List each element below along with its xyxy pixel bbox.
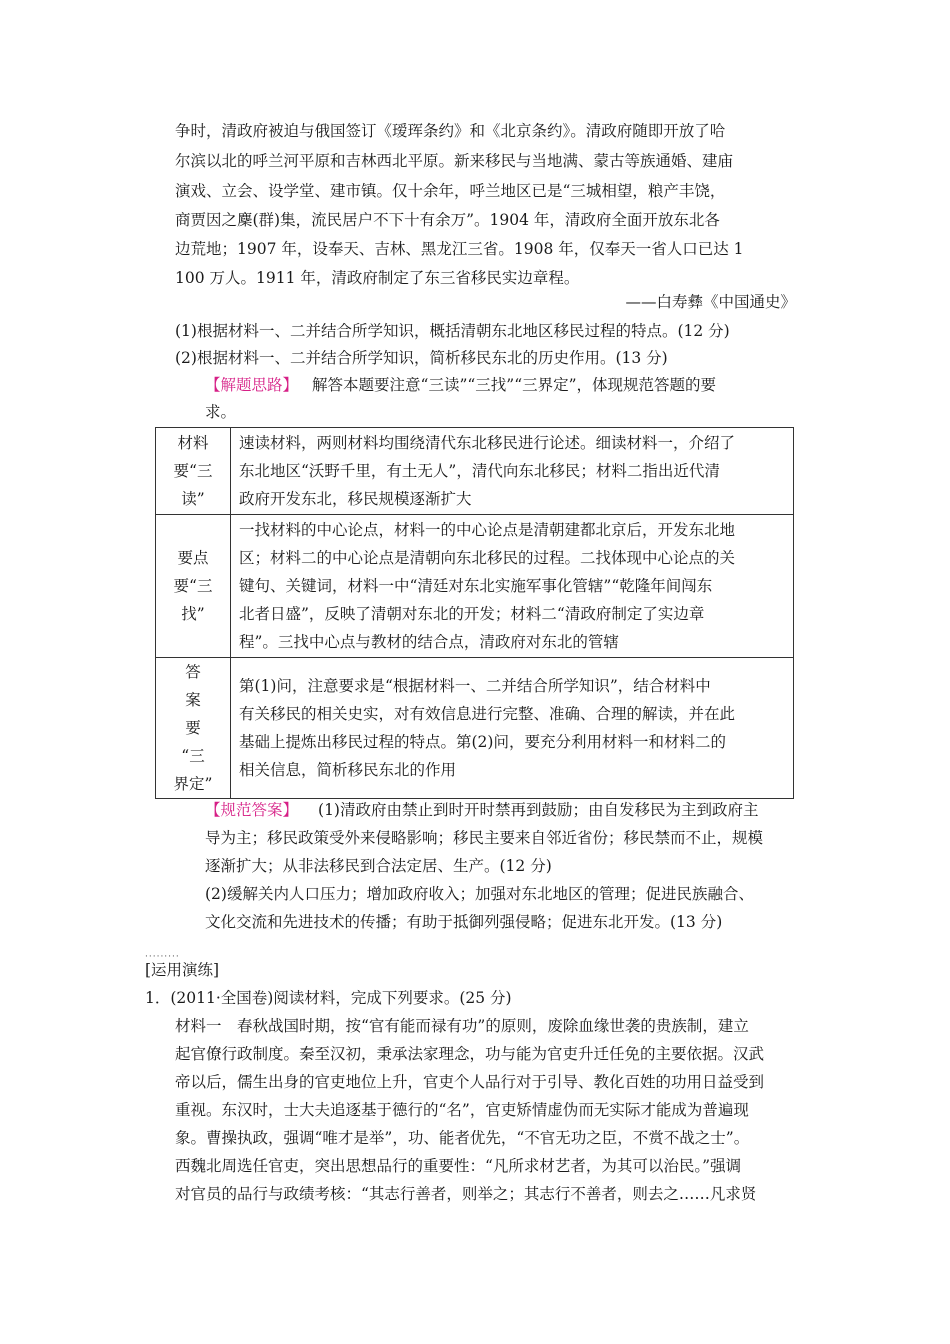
thinking-label: 【解题思路】 (205, 376, 299, 394)
intro-line: 边荒地；1907 年，设奉天、吉林、黑龙江三省。1908 年，仅奉天一省人口已达 1 (175, 240, 744, 258)
table-row (156, 515, 794, 658)
thinking-line-1 (205, 375, 716, 395)
material-line: 象。曹操执政，强调“唯才是举”，功、能者优先，“不官无功之臣，不赏不战之士”。 (175, 1129, 750, 1147)
answer-line: 逐渐扩大；从非法移民到合法定居、生产。(12 分) (205, 857, 552, 875)
source-citation: ——白寿彝《中国通史》 (625, 293, 796, 311)
table-row (156, 658, 794, 799)
practice-heading: [运用演练] (145, 961, 220, 979)
material-line: 西魏北周选任官吏，突出思想品行的重要性：“凡所求材艺者，为其可以治民。”强调 (175, 1157, 742, 1175)
question-1: (1)根据材料一、二并结合所学知识，概括清朝东北地区移民过程的特点。(12 分) (175, 322, 730, 340)
intro-line: 100 万人。1911 年，清政府制定了东三省移民实边章程。 (175, 269, 580, 287)
answer-line: (2)缓解关内人口压力；增加政府收入；加强对东北地区的管理；促进民族融合、 (205, 885, 754, 903)
intro-line: 争时，清政府被迫与俄国签订《瑷珲条约》和《北京条约》。清政府随即开放了哈 (175, 122, 726, 140)
answer-text: (1)清政府由禁止到时开时禁再到鼓励；由自发移民为主到政府主 (318, 801, 759, 819)
answer-line: 导为主；移民政策受外来侵略影响；移民主要来自邻近省份；移民禁而不止，规模 (205, 829, 764, 847)
row-label: 答 案 要 “三 界定” (156, 658, 231, 799)
row-text: 速读材料，两则材料均围绕清代东北移民进行论述。细读材料一，介绍了 东北地区“沃野千里，有土无人”，清代向东北移民；材料二指出近代清 政府开发东北，移民规模逐渐扩大 (231, 428, 794, 515)
question-2: (2)根据材料一、二并结合所学知识，简析移民东北的历史作用。(13 分) (175, 349, 668, 367)
row-text: 一找材料的中心论点，材料一的中心论点是清朝建都北京后，开发东北地 区；材料二的中心论点是清朝向东北移民的过程。二找体现中心论点的关 键句、关键词，材料一中“清廷对东北实施军事化管辖”“乾隆年间闯东 北者日盛”，反映了清朝对东北的开发；材料二“清政府制定了实边章 程”。三找中心点与教材的结合点，清政府对东北的管辖 (231, 515, 794, 658)
material-line: 材料一 春秋战国时期，按“官有能而禄有功”的原则，废除血缘世袭的贵族制，建立 (175, 1017, 749, 1035)
row-label: 材料 要“三 读” (156, 428, 231, 515)
method-table (155, 427, 794, 799)
answer-label: 【规范答案】 (205, 801, 299, 819)
thinking-line-2: 求。 (205, 403, 237, 421)
practice-question-1: 1．(2011·全国卷)阅读材料，完成下列要求。(25 分) (145, 989, 512, 1007)
intro-line: 尔滨以北的呼兰河平原和吉林西北平原。新来移民与当地满、蒙古等族通婚、建庙 (175, 152, 734, 170)
answer-line: 文化交流和先进技术的传播；有助于抵御列强侵略；促进东北开发。(13 分) (205, 913, 723, 931)
material-line: 起官僚行政制度。秦至汉初，秉承法家理念，功与能为官吏升迁任免的主要依据。汉武 (175, 1045, 765, 1063)
material-line: 帝以后，儒生出身的官吏地位上升，官吏个人品行对于引导、教化百姓的功用日益受到 (175, 1073, 765, 1091)
table-row (156, 428, 794, 515)
answer-line-1 (205, 800, 758, 820)
thinking-text: 解答本题要注意“三读”“三找”“三界定”，体现规范答题的要 (312, 376, 717, 394)
separator-dots: ········· (145, 952, 180, 962)
intro-line: 商贾因之麇(群)集，流民居户不下十有余万”。1904 年，清政府全面开放东北各 (175, 211, 720, 229)
intro-line: 演戏、立会、设学堂、建市镇。仅十余年，呼兰地区已是“三城相望，粮产丰饶， (175, 182, 726, 200)
row-text: 第(1)问，注意要求是“根据材料一、二并结合所学知识”，结合材料中 有关移民的相关史实，对有效信息进行完整、准确、合理的解读，并在此 基础上提炼出移民过程的特点。第(2)问，要充分利用材料一和材料二的 相关信息，简析移民东北的作用 (231, 658, 794, 799)
material-line: 对官员的品行与政绩考核：“其志行善者，则举之；其志行不善者，则去之……凡求贤 (175, 1185, 757, 1203)
row-label: 要点 要“三 找” (156, 515, 231, 658)
material-line: 重视。东汉时，士大夫追逐基于德行的“名”，官吏矫情虚伪而无实际才能成为普遍现 (175, 1101, 749, 1119)
